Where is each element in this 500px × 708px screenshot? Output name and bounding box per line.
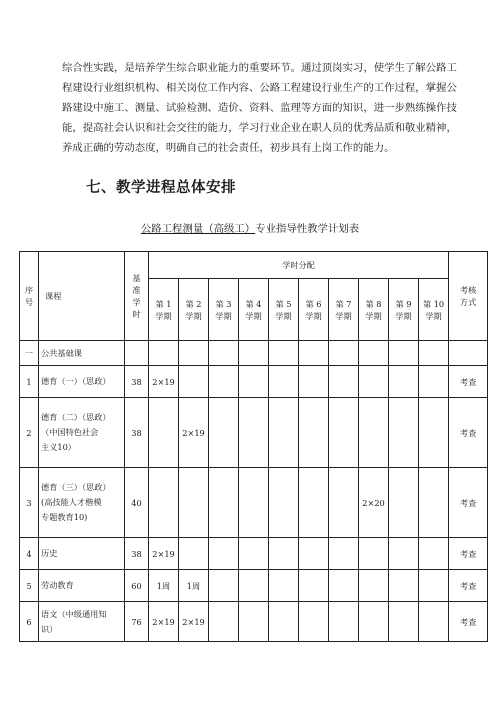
semester-cell bbox=[299, 570, 329, 602]
semester-cell bbox=[239, 538, 269, 570]
row-assessment: 考查 bbox=[449, 570, 488, 602]
semester-cell bbox=[179, 538, 209, 570]
empty-cell bbox=[329, 341, 359, 366]
table-row bbox=[20, 602, 488, 642]
semester-cell bbox=[359, 570, 389, 602]
semester-header-line: 第 7 bbox=[335, 298, 352, 309]
semester-cell bbox=[239, 602, 269, 642]
row-course bbox=[39, 570, 125, 602]
row-hours: 76 bbox=[125, 602, 149, 642]
semester-cell bbox=[419, 468, 449, 538]
course-line: 主义10） bbox=[41, 442, 76, 452]
table-row bbox=[20, 468, 488, 538]
row-seq: 1 bbox=[20, 366, 39, 398]
semester-cell bbox=[239, 398, 269, 468]
semester-cell: 2×19 bbox=[149, 538, 179, 570]
semester-cell bbox=[329, 538, 359, 570]
semester-cell: 2×19 bbox=[179, 398, 209, 468]
hours-header-line: 学 bbox=[132, 297, 141, 307]
semester-cell bbox=[359, 538, 389, 570]
semester-header bbox=[149, 279, 179, 341]
semester-header-line: 第 1 bbox=[155, 298, 172, 309]
section-heading: 七、教学进程总体安排 bbox=[86, 180, 236, 196]
empty-cell bbox=[209, 341, 239, 366]
row-seq: 4 bbox=[20, 538, 39, 570]
empty-cell bbox=[179, 341, 209, 366]
paragraph-line: 养成正确的劳动态度，明确自己的社会责任，初步具有上岗工作的能力。 bbox=[62, 142, 395, 154]
course-line: 德育（三）（思政） bbox=[41, 482, 111, 492]
semester-cell bbox=[389, 538, 419, 570]
semester-header bbox=[269, 279, 299, 341]
semester-header-line: 学期 bbox=[215, 310, 232, 321]
semester-cell: 1周 bbox=[179, 570, 209, 602]
table-row bbox=[20, 366, 488, 398]
row-course bbox=[39, 398, 125, 468]
empty-cell bbox=[449, 341, 488, 366]
semester-cell bbox=[389, 398, 419, 468]
distribution-header: 学时分配 bbox=[149, 252, 449, 279]
semester-cell bbox=[179, 366, 209, 398]
header-row bbox=[20, 252, 488, 279]
row-hours: 38 bbox=[125, 366, 149, 398]
semester-cell bbox=[329, 570, 359, 602]
semester-header-line: 第 3 bbox=[215, 298, 232, 309]
semester-cell bbox=[239, 468, 269, 538]
semester-cell bbox=[329, 398, 359, 468]
semester-cell bbox=[239, 570, 269, 602]
course-line: 劳动教育 bbox=[41, 580, 74, 590]
semester-cell bbox=[209, 538, 239, 570]
empty-cell bbox=[359, 341, 389, 366]
body-paragraph bbox=[62, 58, 457, 158]
course-line: 德育（二）（思政） bbox=[41, 412, 111, 422]
semester-cell: 2×20 bbox=[359, 468, 389, 538]
row-hours: 38 bbox=[125, 538, 149, 570]
row-course bbox=[39, 538, 125, 570]
row-course bbox=[39, 468, 125, 538]
semester-header bbox=[179, 279, 209, 341]
semester-header-line: 第 9 bbox=[395, 298, 412, 309]
semester-cell bbox=[419, 366, 449, 398]
semester-cell: 2×19 bbox=[149, 602, 179, 642]
semester-header bbox=[389, 279, 419, 341]
course-header: 课程 bbox=[39, 252, 125, 341]
semester-cell bbox=[299, 398, 329, 468]
empty-cell bbox=[149, 341, 179, 366]
seq-header-line: 号 bbox=[24, 297, 34, 307]
semester-cell bbox=[299, 366, 329, 398]
category-seq: 一 bbox=[20, 341, 39, 366]
semester-cell bbox=[179, 468, 209, 538]
course-line: (高技能人才楷模 bbox=[41, 497, 102, 507]
semester-header bbox=[239, 279, 269, 341]
seq-header-line: 序 bbox=[24, 285, 34, 295]
paragraph-line: 能，提高社会认识和社会交往的能力，学习行业企业在职人员的优秀品质和敬业精神， bbox=[62, 122, 457, 134]
course-line: 专题教育10) bbox=[41, 512, 88, 522]
semester-header-line: 学期 bbox=[185, 310, 202, 321]
semester-cell bbox=[269, 398, 299, 468]
course-line: 语文（中级通用知 bbox=[41, 608, 107, 619]
semester-cell bbox=[269, 570, 299, 602]
hours-header-line: 基 bbox=[132, 273, 141, 283]
assessment-header-line: 考核 bbox=[459, 285, 477, 295]
semester-cell bbox=[389, 366, 419, 398]
row-seq: 6 bbox=[20, 602, 39, 642]
teaching-plan-table bbox=[19, 251, 488, 642]
semester-cell bbox=[299, 602, 329, 642]
course-line: 德育（一）（思政） bbox=[41, 376, 111, 386]
hours-header-line: 准 bbox=[132, 285, 141, 295]
empty-cell bbox=[269, 341, 299, 366]
course-line: （中国特色社会 bbox=[41, 427, 99, 437]
semester-cell bbox=[269, 366, 299, 398]
semester-cell bbox=[269, 538, 299, 570]
semester-header-line: 学期 bbox=[155, 310, 172, 321]
semester-cell bbox=[359, 602, 389, 642]
semester-cell bbox=[209, 366, 239, 398]
semester-cell bbox=[419, 538, 449, 570]
semester-cell: 2×19 bbox=[179, 602, 209, 642]
semester-cell bbox=[329, 602, 359, 642]
empty-cell bbox=[389, 341, 419, 366]
semester-cell bbox=[209, 570, 239, 602]
semester-header-line: 学期 bbox=[245, 310, 262, 321]
row-assessment: 考查 bbox=[449, 602, 488, 642]
semester-cell bbox=[299, 468, 329, 538]
row-seq: 5 bbox=[20, 570, 39, 602]
semester-cell bbox=[209, 468, 239, 538]
semester-header-line: 第 10 bbox=[422, 298, 445, 309]
semester-cell bbox=[239, 366, 269, 398]
row-course bbox=[39, 602, 125, 642]
category-row bbox=[20, 341, 488, 366]
semester-header bbox=[299, 279, 329, 341]
semester-cell bbox=[329, 366, 359, 398]
semester-header-line: 学期 bbox=[275, 310, 292, 321]
row-assessment: 考查 bbox=[449, 468, 488, 538]
course-line: 识） bbox=[41, 623, 58, 634]
semester-header bbox=[329, 279, 359, 341]
semester-cell: 2×19 bbox=[149, 366, 179, 398]
semester-cell bbox=[419, 602, 449, 642]
semester-cell bbox=[209, 602, 239, 642]
semester-cell bbox=[359, 366, 389, 398]
table-row bbox=[20, 570, 488, 602]
semester-header-line: 学期 bbox=[305, 310, 322, 321]
row-hours: 40 bbox=[125, 468, 149, 538]
table-row bbox=[20, 398, 488, 468]
hours-header-line: 时 bbox=[132, 309, 141, 319]
row-hours: 60 bbox=[125, 570, 149, 602]
semester-header-line: 第 2 bbox=[185, 298, 202, 309]
row-seq: 2 bbox=[20, 398, 39, 468]
empty-cell bbox=[299, 341, 329, 366]
row-course bbox=[39, 366, 125, 398]
semester-cell bbox=[419, 398, 449, 468]
semester-cell bbox=[389, 602, 419, 642]
semester-header-line: 第 6 bbox=[305, 298, 322, 309]
table-title-underlined: 公路工程测量（高级工） bbox=[140, 223, 256, 235]
paragraph-line: 路建设中施工、测量、试验检测、造价、资料、监理等方面的知识，进一步熟练操作技 bbox=[62, 102, 457, 114]
empty-cell bbox=[125, 341, 149, 366]
semester-header bbox=[359, 279, 389, 341]
semester-cell: 1周 bbox=[149, 570, 179, 602]
semester-header bbox=[419, 279, 449, 341]
hours-header bbox=[125, 252, 149, 341]
semester-cell bbox=[359, 398, 389, 468]
row-seq: 3 bbox=[20, 468, 39, 538]
empty-cell bbox=[239, 341, 269, 366]
row-assessment: 考查 bbox=[449, 538, 488, 570]
empty-cell bbox=[419, 341, 449, 366]
semester-cell bbox=[419, 570, 449, 602]
table-row bbox=[20, 538, 488, 570]
paragraph-line: 程建设行业组织机构、相关岗位工作内容、公路工程建设行业生产的工作过程，掌握公 bbox=[62, 82, 457, 94]
semester-header-line: 第 8 bbox=[365, 298, 382, 309]
course-line: 历史 bbox=[41, 548, 58, 558]
semester-header-line: 学期 bbox=[395, 310, 412, 321]
assessment-header-line: 方式 bbox=[459, 297, 477, 307]
table-title-rest: 专业指导性教学计划表 bbox=[255, 223, 360, 235]
semester-cell bbox=[209, 398, 239, 468]
semester-cell bbox=[299, 538, 329, 570]
table-title bbox=[0, 220, 500, 235]
row-assessment: 考查 bbox=[449, 366, 488, 398]
semester-cell bbox=[269, 468, 299, 538]
semester-header-line: 学期 bbox=[335, 310, 352, 321]
row-hours: 38 bbox=[125, 398, 149, 468]
semester-cell bbox=[389, 570, 419, 602]
semester-cell bbox=[389, 468, 419, 538]
seq-header bbox=[20, 252, 39, 341]
semester-header-line: 第 5 bbox=[275, 298, 292, 309]
assessment-header bbox=[449, 252, 488, 341]
semester-cell bbox=[149, 468, 179, 538]
semester-header bbox=[209, 279, 239, 341]
semester-header-line: 第 4 bbox=[245, 298, 262, 309]
semester-header-line: 学期 bbox=[365, 310, 382, 321]
semester-cell bbox=[329, 468, 359, 538]
semester-cell bbox=[149, 398, 179, 468]
semester-header-line: 学期 bbox=[425, 310, 442, 321]
row-assessment: 考查 bbox=[449, 398, 488, 468]
category-name: 公共基础课 bbox=[39, 341, 125, 366]
semester-cell bbox=[269, 602, 299, 642]
paragraph-line: 综合性实践，是培养学生综合职业能力的重要环节。通过顶岗实习，使学生了解公路工 bbox=[62, 62, 457, 74]
